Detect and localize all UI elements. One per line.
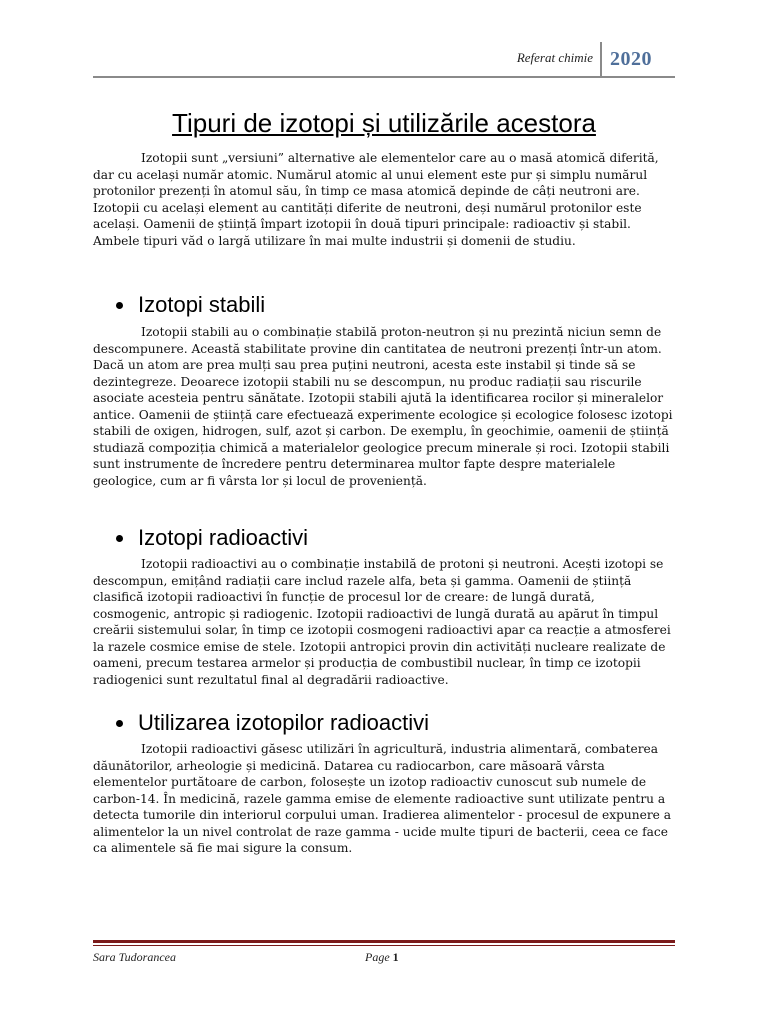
header-title: Referat chimie <box>516 50 593 65</box>
section-heading-radioactive <box>116 525 308 551</box>
footer-author: Sara Tudorancea <box>93 950 177 964</box>
bullet-icon <box>116 302 123 309</box>
footer-page-label: Page <box>365 950 390 964</box>
footer-page-number: 1 <box>392 950 399 964</box>
section-heading-text: Izotopi radioactivi <box>138 525 308 550</box>
section-paragraph-uses: Izotopii radioactivi găsesc utilizări în agricultură, industria alimentară, combaterea dăunătorilor, arheologie și medicină. Datarea cu radiocarbon, care măsoară vârsta elementelor purtătoare de carbon, folosește un izotop radioactiv cunoscut sub numele de carbon-14. În medicină, razele gamma emise de elemente radioactive sunt utilizate pentru a detecta tumorile din interiorul corpului uman. Iradierea alimentelor - procesul de expunere a alimentelor la un nivel controlat de raze gamma - ucide multe tipuri de bacterii, ceea ce face ca alimentele să fie mai sigure la consum. <box>93 742 672 855</box>
section-paragraph-stable: Izotopii stabili au o combinație stabilă proton-neutron și nu prezintă niciun semn de descompunere. Această stabilitate provine din cantitatea de neutroni prezenți într-un atom. Dacă un atom are prea mulți sau prea puțini neutroni, acesta este instabil și tinde să se dezintegreze. Deoarece izotopii stabili nu se descompun, nu produc radiații sau riscurile asociate acesteia pentru sănătate. Izotopii stabili ajută la identificarea rocilor și mineralelor antice. Oamenii de știință care efectuează experimente ecologice și ecologice folosesc izotopi stabili de oxigen, hidrogen, sulf, azot și carbon. De exemplu, în geochimie, oamenii de știință studiază compoziția chimică a materialelor geologice precum minerale și roci. Izotopii stabili sunt instrumente de încredere pentru determinarea multor fapte despre materialele geologice, cum ar fi vârsta lor și locul de proveniență. <box>93 325 673 488</box>
footer-page <box>365 950 399 965</box>
section-heading-text: Izotopi stabili <box>138 292 266 317</box>
header-rule <box>93 76 675 78</box>
document-title: Tipuri de izotopi și utilizările acestora <box>172 108 596 138</box>
header-year: 2020 <box>610 48 652 70</box>
bullet-icon <box>116 720 123 727</box>
section-heading-uses <box>116 710 429 736</box>
page-header <box>93 42 675 78</box>
header-divider <box>600 42 602 78</box>
page-footer <box>93 940 675 970</box>
section-paragraph-radioactive: Izotopii radioactivi au o combinație instabilă de protoni și neutroni. Acești izotopi se descompun, emițând radiații care includ razele alfa, beta și gamma. Oamenii de știință clasifică izotopii radioactivi în funcție de procesul lor de creare: de lungă durată, cosmogenic, antropic și radiogenic. Izotopii radioactivi de lungă durată au apărut în timpul creării sistemului solar, în timp ce izotopii cosmogeni radioactivi apar ca reacție a atmosferei la razele cosmice emise de stele. Izotopii antropici provin din activități nucleare realizate de oameni, precum testarea armelor și producția de combustibil nuclear, în timp ce izotopii radiogenici sunt rezultatul final al degradării radioactive. <box>93 557 671 687</box>
section-heading-stable <box>116 292 265 318</box>
intro-paragraph: Izotopii sunt „versiuni” alternative ale elementelor care au o masă atomică diferită, dar cu același număr atomic. Numărul atomic al unui element este pur și simplu numărul protonilor prezenți în atomul său, în timp ce masa atomică depinde de câți neutroni are. Izotopii cu același element au cantități diferite de neutroni, deși numărul protonilor este același. Oamenii de știință împart izotopii în două tipuri principale: radioactiv și stabil. Ambele tipuri văd o largă utilizare în mai multe industrii și domenii de studiu. <box>93 151 659 248</box>
footer-rule-thin <box>93 945 675 946</box>
section-heading-text: Utilizarea izotopilor radioactivi <box>138 710 430 735</box>
bullet-icon <box>116 535 123 542</box>
footer-rule <box>93 940 675 943</box>
